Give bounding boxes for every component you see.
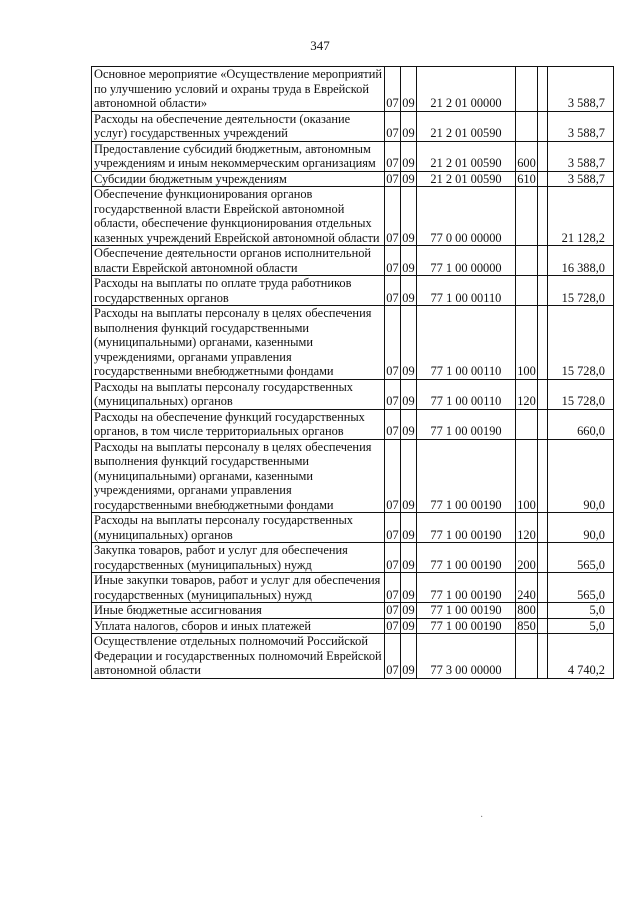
expense-name: Иные бюджетные ассигнования xyxy=(92,603,385,619)
ministry-code: 07 xyxy=(385,276,401,306)
expense-name: Основное мероприятие «Осуществление мероприятий по улучшению условий и охраны труда в Еврейской автономной области» xyxy=(92,67,385,112)
spacer-cell xyxy=(538,246,548,276)
table-row xyxy=(92,543,614,573)
target-item-code: 77 0 00 00000 xyxy=(417,187,516,246)
table-row xyxy=(92,603,614,619)
expense-type-code: 120 xyxy=(516,379,538,409)
spacer-cell xyxy=(538,409,548,439)
expense-type-code: 240 xyxy=(516,573,538,603)
amount: 3 588,7 xyxy=(548,171,614,187)
amount: 21 128,2 xyxy=(548,187,614,246)
target-item-code: 21 2 01 00590 xyxy=(417,171,516,187)
table-row xyxy=(92,276,614,306)
section-code: 09 xyxy=(401,306,417,380)
spacer-cell xyxy=(538,379,548,409)
amount: 5,0 xyxy=(548,603,614,619)
budget-table xyxy=(91,66,614,679)
ministry-code: 07 xyxy=(385,543,401,573)
expense-type-code xyxy=(516,634,538,679)
target-item-code: 77 3 00 00000 xyxy=(417,634,516,679)
expense-type-code xyxy=(516,276,538,306)
ministry-code: 07 xyxy=(385,67,401,112)
amount: 565,0 xyxy=(548,543,614,573)
target-item-code: 21 2 01 00590 xyxy=(417,141,516,171)
table-row xyxy=(92,171,614,187)
section-code: 09 xyxy=(401,573,417,603)
ministry-code: 07 xyxy=(385,187,401,246)
amount: 90,0 xyxy=(548,513,614,543)
target-item-code: 77 1 00 00190 xyxy=(417,409,516,439)
target-item-code: 77 1 00 00190 xyxy=(417,543,516,573)
section-code: 09 xyxy=(401,246,417,276)
table-row xyxy=(92,306,614,380)
expense-name: Уплата налогов, сборов и иных платежей xyxy=(92,618,385,634)
expense-type-code xyxy=(516,187,538,246)
expense-name: Закупка товаров, работ и услуг для обеспечения государственных (муниципальных) нужд xyxy=(92,543,385,573)
ministry-code: 07 xyxy=(386,603,399,617)
target-item-code: 77 1 00 00190 xyxy=(417,573,516,603)
section-code: 09 xyxy=(401,379,417,409)
spacer-cell xyxy=(538,141,548,171)
expense-name: Расходы на выплаты по оплате труда работников государственных органов xyxy=(92,276,385,306)
expense-type-code xyxy=(516,67,538,112)
section-code: 09 xyxy=(401,439,417,513)
amount: 3 588,7 xyxy=(548,111,614,141)
amount: 3 588,7 xyxy=(548,141,614,171)
target-item-code: 77 1 00 00000 xyxy=(417,246,516,276)
expense-type-code: 100 xyxy=(516,306,538,380)
section-code: 09 xyxy=(401,513,417,543)
expense-name: Обеспечение деятельности органов исполнительной власти Еврейской автономной области xyxy=(92,246,385,276)
target-item-code: 77 1 00 00110 xyxy=(417,276,516,306)
amount: 90,0 xyxy=(548,439,614,513)
expense-type-code xyxy=(516,111,538,141)
amount: 16 388,0 xyxy=(548,246,614,276)
spacer-cell xyxy=(538,171,548,187)
ministry-code: 07 xyxy=(385,306,401,380)
page-number: 347 xyxy=(310,38,330,53)
expense-type-code: 610 xyxy=(517,171,536,186)
spacer-cell xyxy=(538,513,548,543)
expense-name: Расходы на обеспечение деятельности (оказание услуг) государственных учреждений xyxy=(92,111,385,141)
expense-name: Осуществление отдельных полномочий Российской Федерации и государственных полномочий Еврейской автономной области xyxy=(92,634,385,679)
spacer-cell xyxy=(538,187,548,246)
table-row xyxy=(92,379,614,409)
section-code: 09 xyxy=(401,187,417,246)
spacer-cell xyxy=(538,439,548,513)
amount: 15 728,0 xyxy=(548,379,614,409)
table-row xyxy=(92,439,614,513)
expense-type-code: 120 xyxy=(516,513,538,543)
expense-name: Обеспечение функционирования органов государственной власти Еврейской автономной области, обеспечение функционирования отдельных казенных учреждений Еврейской автономной области xyxy=(92,187,385,246)
amount: 660,0 xyxy=(548,409,614,439)
ministry-code: 07 xyxy=(385,141,401,171)
expense-name: Расходы на выплаты персоналу в целях обеспечения выполнения функций государственными (муниципальными) органами, казенными учреждениями, органами управления государственными внебюджетными фондами xyxy=(92,439,385,513)
target-item-code: 77 1 00 00190 xyxy=(417,618,516,634)
spacer-cell xyxy=(538,306,548,380)
expense-type-code: 600 xyxy=(516,141,538,171)
table-row xyxy=(92,409,614,439)
spacer-cell xyxy=(538,618,548,634)
ministry-code: 07 xyxy=(385,573,401,603)
spacer-cell xyxy=(538,603,548,619)
expense-name: Расходы на выплаты персоналу в целях обеспечения выполнения функций государственными (муниципальными) органами, казенными учреждениями, органами управления государственными внебюджетными фондами xyxy=(92,306,385,380)
amount: 15 728,0 xyxy=(548,276,614,306)
ministry-code: 07 xyxy=(385,246,401,276)
expense-name: Предоставление субсидий бюджетным, автономным учреждениям и иным некоммерческим организациям xyxy=(92,141,385,171)
target-item-code: 21 2 01 00000 xyxy=(417,67,516,112)
table-row xyxy=(92,573,614,603)
stray-mark: · xyxy=(480,812,484,823)
ministry-code: 07 xyxy=(385,513,401,543)
section-code: 09 xyxy=(401,67,417,112)
section-code: 09 xyxy=(401,141,417,171)
section-code: 09 xyxy=(401,276,417,306)
expense-name: Расходы на выплаты персоналу государственных (муниципальных) органов xyxy=(92,379,385,409)
target-item-code: 77 1 00 00110 xyxy=(417,379,516,409)
table-row xyxy=(92,618,614,634)
ministry-code: 07 xyxy=(385,111,401,141)
table-row xyxy=(92,246,614,276)
spacer-cell xyxy=(538,276,548,306)
section-code: 09 xyxy=(402,618,415,633)
spacer-cell xyxy=(538,111,548,141)
expense-type-code: 850 xyxy=(517,618,536,633)
table-row xyxy=(92,67,614,112)
section-code: 09 xyxy=(401,634,417,679)
amount: 4 740,2 xyxy=(548,634,614,679)
expense-type-code: 800 xyxy=(517,603,536,617)
spacer-cell xyxy=(538,573,548,603)
table-row xyxy=(92,111,614,141)
expense-name: Расходы на выплаты персоналу государственных (муниципальных) органов xyxy=(92,513,385,543)
ministry-code: 07 xyxy=(385,409,401,439)
amount: 15 728,0 xyxy=(548,306,614,380)
budget-table-body xyxy=(92,67,614,679)
expense-type-code xyxy=(516,409,538,439)
expense-name: Иные закупки товаров, работ и услуг для обеспечения государственных (муниципальных) нужд xyxy=(92,573,385,603)
spacer-cell xyxy=(538,634,548,679)
expense-name: Субсидии бюджетным учреждениям xyxy=(92,171,385,187)
section-code: 09 xyxy=(401,111,417,141)
table-row xyxy=(92,141,614,171)
expense-type-code xyxy=(516,246,538,276)
target-item-code: 21 2 01 00590 xyxy=(417,111,516,141)
section-code: 09 xyxy=(401,543,417,573)
table-row xyxy=(92,187,614,246)
amount: 3 588,7 xyxy=(548,67,614,112)
expense-name: Расходы на обеспечение функций государственных органов, в том числе территориальных органов xyxy=(92,409,385,439)
amount: 5,0 xyxy=(548,618,614,634)
expense-type-code: 100 xyxy=(516,439,538,513)
expense-type-code: 200 xyxy=(516,543,538,573)
target-item-code: 77 1 00 00110 xyxy=(417,306,516,380)
target-item-code: 77 1 00 00190 xyxy=(417,439,516,513)
ministry-code: 07 xyxy=(386,618,399,633)
target-item-code: 77 1 00 00190 xyxy=(417,513,516,543)
section-code: 09 xyxy=(402,171,415,186)
spacer-cell xyxy=(538,543,548,573)
ministry-code: 07 xyxy=(385,634,401,679)
target-item-code: 77 1 00 00190 xyxy=(417,603,516,619)
ministry-code: 07 xyxy=(385,439,401,513)
spacer-cell xyxy=(538,67,548,112)
ministry-code: 07 xyxy=(385,379,401,409)
ministry-code: 07 xyxy=(386,171,399,186)
amount: 565,0 xyxy=(548,573,614,603)
section-code: 09 xyxy=(401,409,417,439)
section-code: 09 xyxy=(402,603,415,617)
table-row xyxy=(92,513,614,543)
table-row xyxy=(92,634,614,679)
